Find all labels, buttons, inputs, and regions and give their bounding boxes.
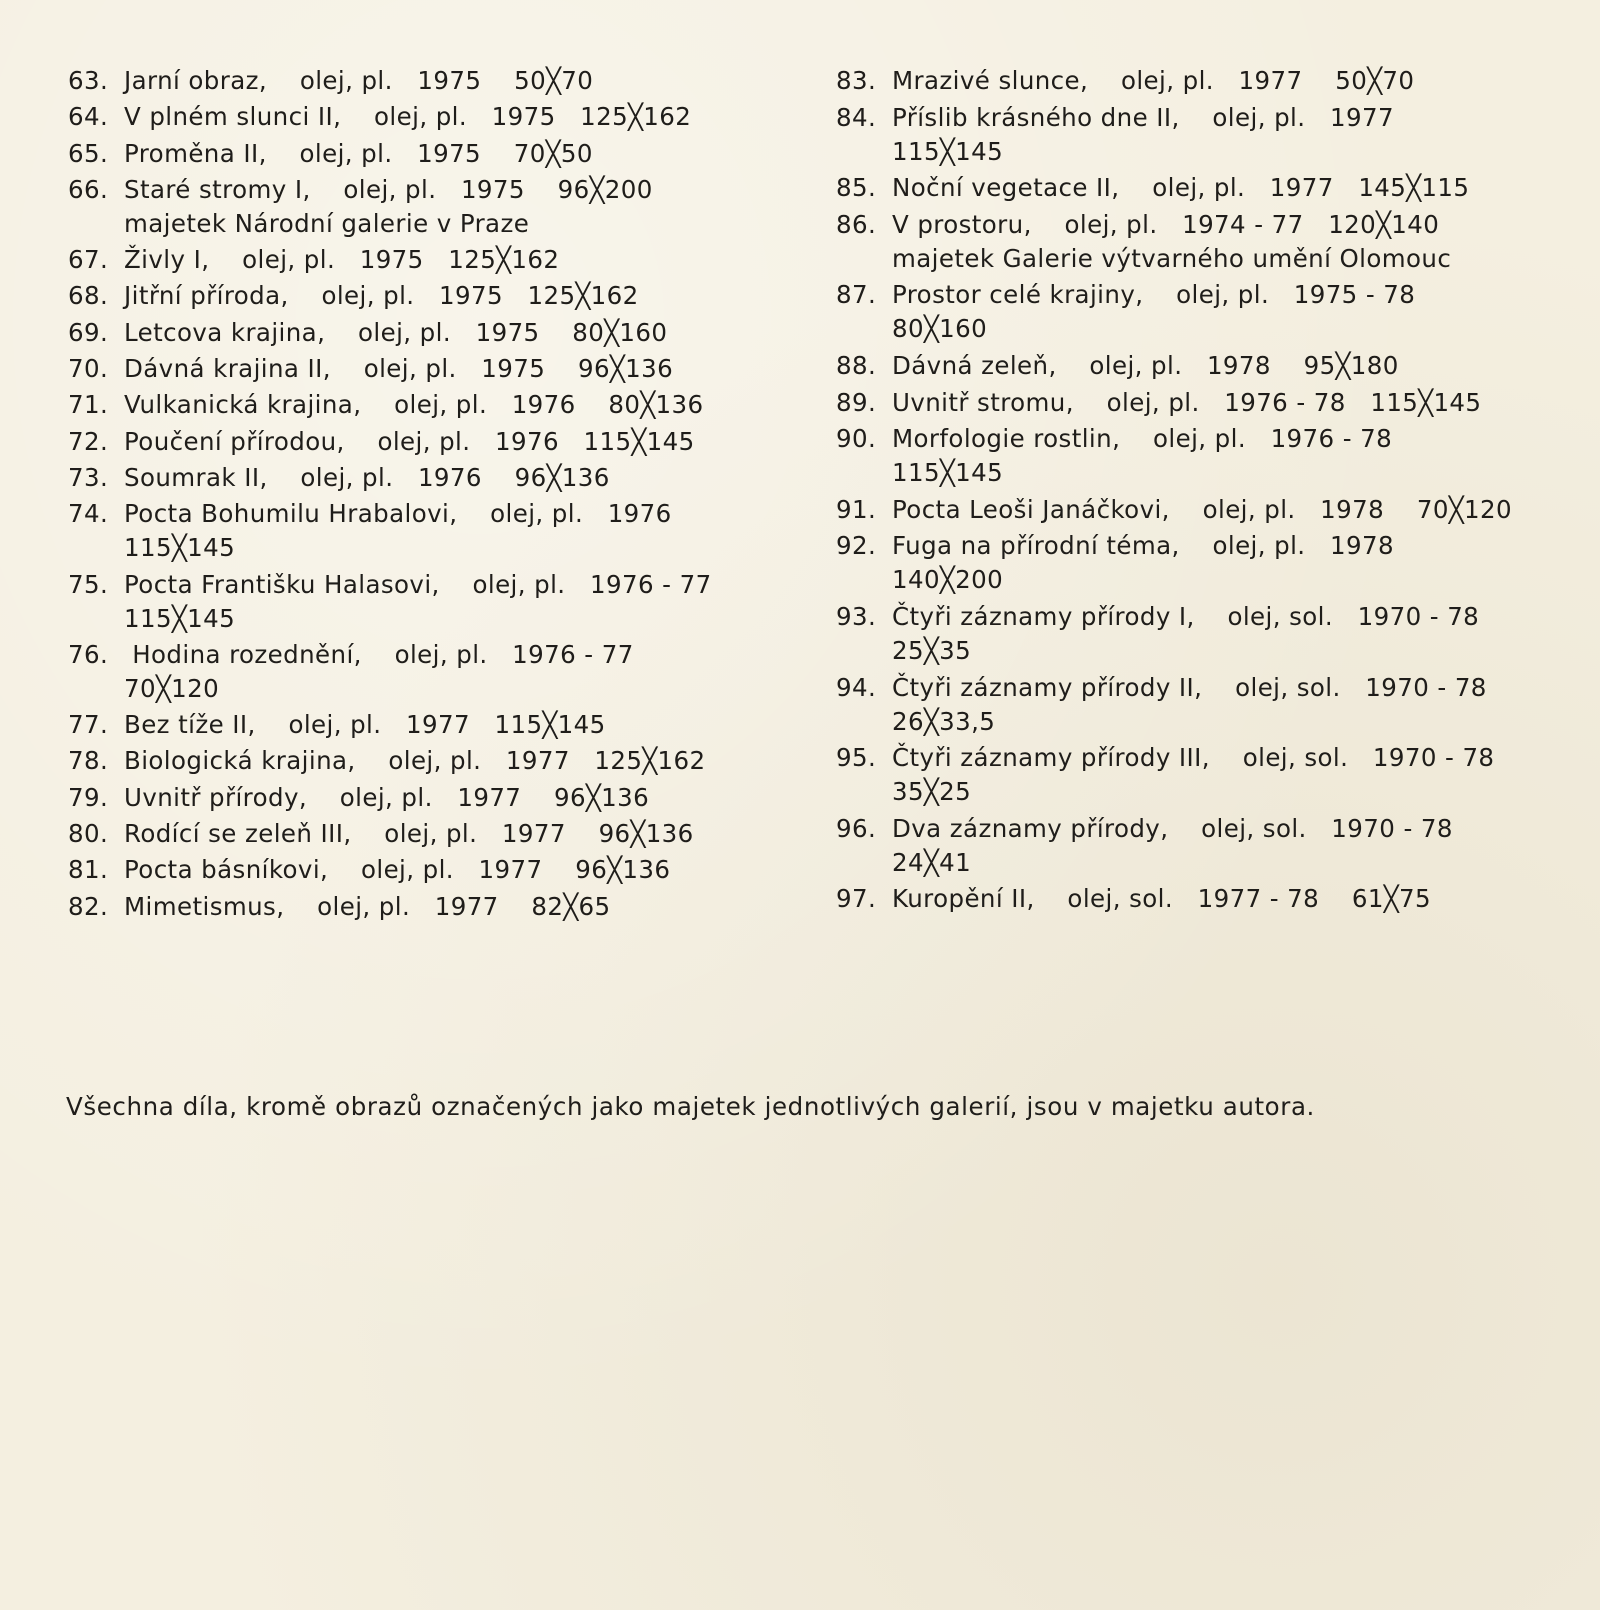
catalog-entry-75 (68, 568, 788, 636)
entry-text: Prostor celé krajiny, olej, pl. 1975 - 78 80╳160 (892, 280, 1416, 344)
entry-number: 73. (68, 462, 109, 492)
catalog-entry-63 (68, 64, 788, 98)
catalog-entry-69 (68, 316, 788, 350)
entry-text: Čtyři záznamy přírody II, olej, sol. 1970 - 78 26╳33,5 (892, 672, 1487, 736)
entry-number: 79. (68, 782, 109, 812)
entry-text: Mrazivé slunce, olej, pl. 1977 50╳70 (892, 66, 1415, 95)
catalog-entry-67 (68, 243, 788, 277)
catalog-entry-70 (68, 352, 788, 386)
entry-text: V prostoru, olej, pl. 1974 - 77 120╳140 majetek Galerie výtvarného umění Olomouc (892, 209, 1452, 273)
entry-number: 97. (836, 884, 877, 914)
entry-text: Morfologie rostlin, olej, pl. 1976 - 78 115╳145 (892, 424, 1393, 488)
entry-number: 66. (68, 174, 109, 204)
entry-text: Vulkanická krajina, olej, pl. 1976 80╳136 (124, 390, 704, 420)
catalog-entry-83 (836, 64, 1576, 98)
entry-text: V plném slunci II, olej, pl. 1975 125╳162 (124, 102, 692, 132)
entry-number: 71. (68, 390, 109, 420)
entry-text: Soumrak II, olej, pl. 1976 96╳136 (124, 462, 610, 492)
entry-number: 96. (836, 813, 877, 843)
entry-number: 89. (836, 387, 877, 417)
catalog-entry-74 (68, 497, 788, 565)
catalog-entry-78 (68, 744, 788, 778)
catalog-entry-94 (836, 671, 1576, 739)
entry-text: Dávná zeleň, olej, pl. 1978 95╳180 (892, 350, 1399, 380)
entry-text: Staré stromy I, olej, pl. 1975 96╳200 majetek Národní galerie v Praze (124, 174, 653, 238)
entry-text: Fuga na přírodní téma, olej, pl. 1978 140╳200 (892, 531, 1395, 595)
entry-text: Uvnitř přírody, olej, pl. 1977 96╳136 (124, 782, 650, 812)
entry-number: 94. (836, 672, 877, 702)
entry-number: 93. (836, 601, 877, 631)
catalog-entry-65 (68, 137, 788, 171)
entry-number: 83. (836, 66, 877, 95)
entry-number: 76. (68, 639, 109, 669)
entry-number: 67. (68, 245, 109, 275)
catalog-entry-85 (836, 171, 1576, 205)
entry-number: 87. (836, 280, 877, 310)
entry-text: Živly I, olej, pl. 1975 125╳162 (124, 245, 560, 275)
entry-number: 91. (836, 494, 877, 524)
entry-text: Bez tíže II, olej, pl. 1977 115╳145 (124, 710, 606, 740)
catalog-entry-82 (68, 890, 788, 924)
entry-number: 95. (836, 743, 877, 773)
catalog-entry-84 (836, 101, 1576, 169)
entry-number: 68. (68, 281, 109, 311)
catalog-entry-77 (68, 708, 788, 742)
catalog-entry-72 (68, 425, 788, 459)
entry-text: Jarní obraz, olej, pl. 1975 50╳70 (124, 66, 594, 95)
catalog-entry-87 (836, 278, 1576, 346)
entry-text: Dva záznamy přírody, olej, sol. 1970 - 78 24╳41 (892, 813, 1453, 877)
catalog-entry-92 (836, 529, 1576, 597)
entry-text: Hodina rozednění, olej, pl. 1976 - 77 70╳120 (124, 639, 634, 703)
entry-text: Uvnitř stromu, olej, pl. 1976 - 78 115╳145 (892, 387, 1482, 417)
entry-number: 81. (68, 855, 109, 885)
entry-text: Čtyři záznamy přírody III, olej, sol. 1970 - 78 35╳25 (892, 743, 1495, 807)
entry-text: Čtyři záznamy přírody I, olej, sol. 1970 - 78 25╳35 (892, 601, 1480, 665)
catalog-entry-68 (68, 279, 788, 313)
entry-number: 82. (68, 891, 109, 921)
entry-text: Letcova krajina, olej, pl. 1975 80╳160 (124, 317, 668, 347)
entry-number: 85. (836, 173, 877, 203)
catalog-entry-90 (836, 422, 1576, 490)
catalog-entry-79 (68, 781, 788, 815)
entry-text: Proměna II, olej, pl. 1975 70╳50 (124, 138, 593, 168)
entry-text: Poučení přírodou, olej, pl. 1976 115╳145 (124, 426, 695, 456)
catalog-entry-66 (68, 173, 788, 241)
entry-number: 78. (68, 746, 109, 776)
catalog-entry-73 (68, 461, 788, 495)
entry-number: 72. (68, 426, 109, 456)
entry-text: Příslib krásného dne II, olej, pl. 1977 115╳145 (892, 102, 1394, 166)
entry-number: 90. (836, 424, 877, 454)
entry-text: Mimetismus, olej, pl. 1977 82╳65 (124, 891, 611, 921)
ownership-note: Všechna díla, kromě obrazů označených jako majetek jednotlivých galerií, jsou v majetku autora. (66, 1092, 1315, 1121)
catalog-entry-86 (836, 208, 1576, 276)
entry-text: Pocta Františku Halasovi, olej, pl. 1976 - 77 115╳145 (124, 569, 712, 633)
entry-number: 63. (68, 66, 109, 95)
catalog-entry-71 (68, 388, 788, 422)
catalog-entry-96 (836, 812, 1576, 880)
entry-number: 84. (836, 102, 877, 132)
left-catalog-column (68, 64, 788, 926)
entry-text: Pocta Bohumilu Hrabalovi, olej, pl. 1976 115╳145 (124, 499, 672, 563)
right-catalog-column (836, 64, 1576, 919)
catalog-entry-64 (68, 100, 788, 134)
catalog-entry-88 (836, 349, 1576, 383)
entry-number: 88. (836, 350, 877, 380)
entry-text: Dávná krajina II, olej, pl. 1975 96╳136 (124, 354, 674, 384)
entry-number: 65. (68, 138, 109, 168)
catalog-entry-89 (836, 386, 1576, 420)
entry-number: 69. (68, 317, 109, 347)
entry-number: 80. (68, 819, 109, 849)
catalog-entry-81 (68, 853, 788, 887)
catalog-entry-80 (68, 817, 788, 851)
entry-number: 92. (836, 531, 877, 561)
entry-number: 77. (68, 710, 109, 740)
entry-number: 64. (68, 102, 109, 132)
catalog-entry-97 (836, 882, 1576, 916)
catalog-entry-93 (836, 600, 1576, 668)
entry-number: 75. (68, 569, 109, 599)
entry-text: Jitřní příroda, olej, pl. 1975 125╳162 (124, 281, 639, 311)
catalog-entry-76 (68, 638, 788, 706)
entry-text: Rodící se zeleň III, olej, pl. 1977 96╳136 (124, 819, 694, 849)
entry-text: Kuropění II, olej, sol. 1977 - 78 61╳75 (892, 884, 1431, 914)
entry-text: Biologická krajina, olej, pl. 1977 125╳162 (124, 746, 706, 776)
entry-text: Noční vegetace II, olej, pl. 1977 145╳115 (892, 173, 1470, 203)
entry-number: 86. (836, 209, 877, 239)
entry-number: 74. (68, 499, 109, 529)
entry-text: Pocta básníkovi, olej, pl. 1977 96╳136 (124, 855, 671, 885)
entry-text: Pocta Leoši Janáčkovi, olej, pl. 1978 70╳120 (892, 494, 1512, 524)
catalog-entry-95 (836, 741, 1576, 809)
entry-number: 70. (68, 354, 109, 384)
catalog-entry-91 (836, 493, 1576, 527)
